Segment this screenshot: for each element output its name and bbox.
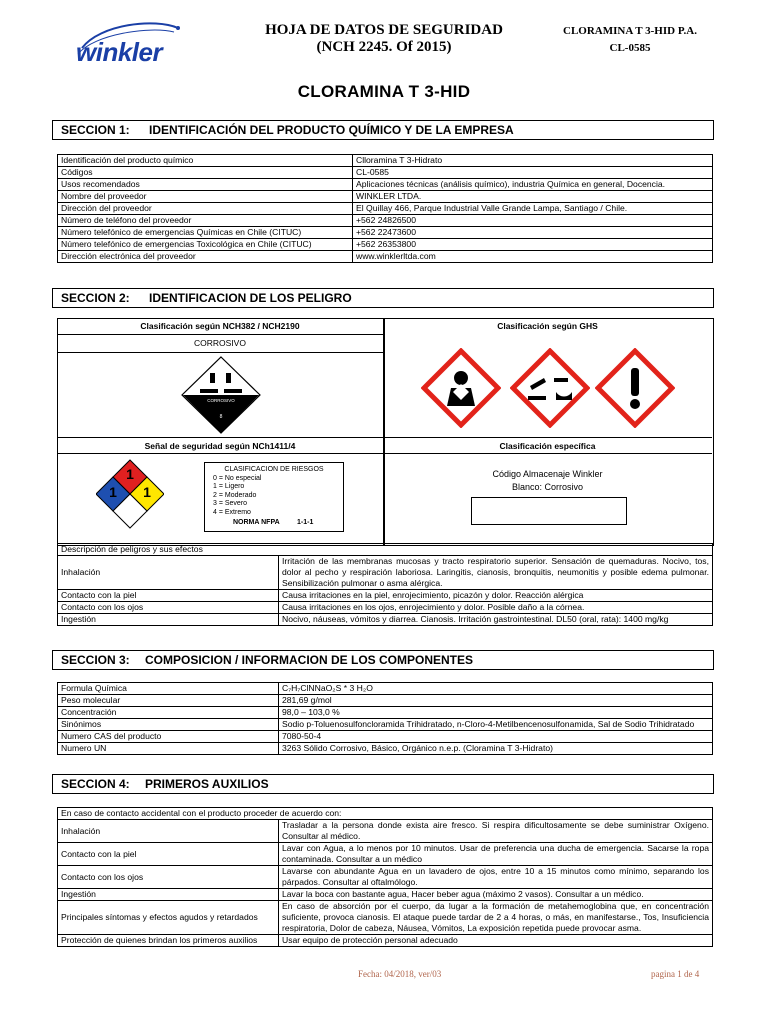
row-value: Lavar la boca con bastante agua, Hacer beber agua (máximo 2 vasos). Consultar a un médico. [279, 889, 713, 901]
section-name: IDENTIFICACIÓN DEL PRODUCTO QUÍMICO Y DE LA EMPRESA [149, 123, 514, 137]
table-row [58, 614, 713, 626]
table-row [58, 935, 713, 947]
row-label: Códigos [58, 167, 353, 179]
row-label: Peso molecular [58, 695, 279, 707]
row-value: 3263 Sólido Corrosivo, Básico, Orgánico n.e.p. (Cloramina T 3-Hidrato) [279, 743, 713, 755]
risk-level: 1 = Ligero [213, 483, 245, 490]
nch-class: CORROSIVO [194, 338, 246, 348]
table-row [58, 602, 713, 614]
row-value: 7080-50-4 [279, 731, 713, 743]
table-row [58, 556, 713, 590]
nfpa-flammability: 1 [126, 466, 134, 482]
row-value: Usar equipo de protección personal adecuado [279, 935, 713, 947]
section-3-heading [52, 650, 714, 670]
ghs-exclamation-icon [595, 348, 675, 428]
row-value: En caso de absorción por el cuerpo, da lugar a la formación de metahemoglobina que, en concentración suficiente, provoca cianosis. El ataque puede tardar de 2 a 4 horas, o más, en manifestarse., Tos, Insuficiencia respiratoria, Dolor de cabeza, Náusea, Vómitos, La exposición repetida puede provocar asma. [279, 901, 713, 935]
risk-level: 3 = Severo [213, 500, 248, 507]
row-value: Sodio p-Toluenosulfoncloramida Trihidratado, n-Cloro-4-Metilbencenosulfonamida, Sal de Sodio Trihidratado [279, 719, 713, 731]
ghs-header: Clasificación según GHS [497, 321, 598, 331]
table-row [58, 901, 713, 935]
row-label: Nombre del proveedor [58, 191, 353, 203]
risk-level: 0 = No especial [213, 474, 262, 482]
table-row [58, 843, 713, 866]
table-row [58, 167, 713, 179]
row-label: Principales síntomas y efectos agudos y retardados [58, 901, 279, 935]
product-ref: CLORAMINA T 3-HID P.A. [563, 25, 697, 37]
table-row [58, 239, 713, 251]
section-name: COMPOSICION / INFORMACION DE LOS COMPONENTES [145, 653, 474, 667]
table-row [58, 203, 713, 215]
norma-value: 1-1-1 [297, 519, 314, 526]
row-label: Concentración [58, 707, 279, 719]
row-value: Lavarse con abundante Agua en un lavadero de ojos, entre 10 a 15 minutos como mínimo, separando los párpados. Consultar al oftalmólogo. [279, 866, 713, 889]
row-label: Dirección electrónica del proveedor [58, 251, 353, 263]
footer-page: pagina 1 de 4 [651, 969, 700, 979]
nch-header: Clasificación según NCH382 / NCH2190 [140, 321, 300, 331]
row-label: Número de teléfono del proveedor [58, 215, 353, 227]
section-number: SECCION 2: [61, 291, 130, 305]
row-value: WINKLER LTDA. [353, 191, 713, 203]
section-1-table [57, 154, 713, 263]
risk-levels [213, 475, 343, 518]
row-label: Sinónimos [58, 719, 279, 731]
row-value: Aplicaciones técnicas (análisis químico), industria Química en general, Docencia. [353, 179, 713, 191]
table-title: En caso de contacto accidental con el producto proceder de acuerdo con: [58, 808, 713, 820]
row-label: Contacto con la piel [58, 590, 279, 602]
row-label: Número telefónico de emergencias Toxicológica en Chile (CITUC) [58, 239, 353, 251]
nfpa-diamond-icon [96, 458, 164, 530]
nfpa-reactivity: 1 [143, 484, 151, 500]
table-row [58, 227, 713, 239]
table-row [58, 695, 713, 707]
product-code: CL-0585 [609, 42, 651, 54]
table-row [58, 820, 713, 843]
storage-color-box [471, 497, 627, 525]
row-value: +562 22473600 [353, 227, 713, 239]
header-title-line2: (NCH 2245. Of 2015) [316, 39, 452, 55]
section-4-heading [52, 774, 714, 794]
section-2-heading [52, 288, 714, 308]
table-title-row [58, 808, 713, 820]
row-value: Causa irritaciones en la piel, enrojecimiento, picazón y dolor. Reacción alérgica [279, 590, 713, 602]
table-row [58, 889, 713, 901]
document-title: CLORAMINA T 3-HID [297, 82, 471, 101]
section-number: SECCION 1: [61, 123, 130, 137]
section-number: SECCION 3: [61, 653, 130, 667]
row-value: El Quillay 466, Parque Industrial Valle Grande Lampa, Santiago / Chile. [353, 203, 713, 215]
row-label: Contacto con la piel [58, 843, 279, 866]
row-value: Irritación de las membranas mucosas y tracto respiratorio superior. Sensación de quemaduras. Nocivo, tos, dolor al pecho y respiración laboriosa. Laringitis, cianosis, bronquitis, neumonitis y posible edema pulmonar. Sensibilización pulmonar o asma alérgica. [279, 556, 713, 590]
table-row [58, 191, 713, 203]
row-value: Clloramina T 3-Hidrato [353, 155, 713, 167]
row-value: 281,69 g/mol [279, 695, 713, 707]
table-row [58, 683, 713, 695]
signal-header: Señal de seguridad según NCh1411/4 [144, 441, 296, 451]
row-label: Usos recomendados [58, 179, 353, 191]
table-row [58, 731, 713, 743]
corrosive-diamond-icon [180, 355, 262, 435]
row-value: Trasladar a la persona donde exista aire fresco. Si respira dificultosamente se debe suministrar Oxígeno. Consultar al médico. [279, 820, 713, 843]
storage-code: Código Almacenaje Winkler [492, 469, 603, 479]
table-row [58, 707, 713, 719]
table-row [58, 866, 713, 889]
row-label: Contacto con los ojos [58, 866, 279, 889]
row-label: Dirección del proveedor [58, 203, 353, 215]
ghs-corrosion-icon [510, 348, 590, 428]
row-label: Número telefónico de emergencias Químicas en Chile (CITUC) [58, 227, 353, 239]
table-title: Descripción de peligros y sus efectos [58, 544, 713, 556]
row-label: Numero UN [58, 743, 279, 755]
risk-level: 2 = Moderado [213, 491, 257, 499]
table-row [58, 215, 713, 227]
table-row [58, 251, 713, 263]
table-row [58, 743, 713, 755]
storage-class: Blanco: Corrosivo [511, 482, 584, 492]
ghs-health-hazard-icon [421, 348, 501, 428]
table-row [58, 590, 713, 602]
row-value: C₇H₇ClNNaO₂S * 3 H₂O [279, 683, 713, 695]
row-label: Ingestión [58, 614, 279, 626]
row-value: Causa irritaciones en los ojos, enrojecimiento y dolor. Posible daño a la córnea. [279, 602, 713, 614]
diamond-number: 8 [219, 414, 223, 420]
row-label: Protección de quienes brindan los primeros auxilios [58, 935, 279, 947]
section-number: SECCION 4: [61, 777, 130, 791]
specific-header: Clasificación específica [499, 441, 596, 451]
row-value: CL-0585 [353, 167, 713, 179]
table-row [58, 719, 713, 731]
risk-title: CLASIFICACION DE RIESGOS [224, 466, 324, 473]
row-value: +562 24826500 [353, 215, 713, 227]
row-label: Numero CAS del producto [58, 731, 279, 743]
table-row [58, 179, 713, 191]
header-title-line1: HOJA DE DATOS DE SEGURIDAD [265, 22, 503, 38]
row-label: Contacto con los ojos [58, 602, 279, 614]
section-1-heading [52, 120, 714, 140]
norma-label: NORMA NFPA [233, 519, 280, 526]
footer-date: Fecha: 04/2018, ver/03 [358, 969, 442, 979]
row-value: +562 26353800 [353, 239, 713, 251]
diamond-label: CORROSIVO [207, 398, 235, 403]
risk-classification-box [204, 462, 344, 532]
row-value: Nocivo, náuseas, vómitos y diarrea. Cianosis. Irritación gastrointestinal. DL50 (oral, rata): 1400 mg/kg [279, 614, 713, 626]
row-label: Inhalación [58, 556, 279, 590]
row-label: Identificación del producto químico [58, 155, 353, 167]
row-label: Inhalación [58, 820, 279, 843]
row-label: Ingestión [58, 889, 279, 901]
section-4-table [57, 807, 713, 947]
row-label: Formula Química [58, 683, 279, 695]
section-3-table [57, 682, 713, 755]
table-title-row [58, 544, 713, 556]
logo-text: winkler [76, 37, 163, 67]
risk-level: 4 = Extremo [213, 508, 251, 516]
row-value: Lavar con Agua, a lo menos por 10 minutos. Usar de preferencia una ducha de emergencia. Sacarse la ropa contaminada. Consultar a un médico [279, 843, 713, 866]
hazards-table [57, 543, 713, 626]
row-value: www.winklerltda.com [353, 251, 713, 263]
row-value: 98,0 – 103,0 % [279, 707, 713, 719]
table-row [58, 155, 713, 167]
section-name: IDENTIFICACION DE LOS PELIGRO [149, 291, 352, 305]
section-name: PRIMEROS AUXILIOS [145, 777, 269, 791]
nfpa-health: 1 [109, 484, 117, 500]
